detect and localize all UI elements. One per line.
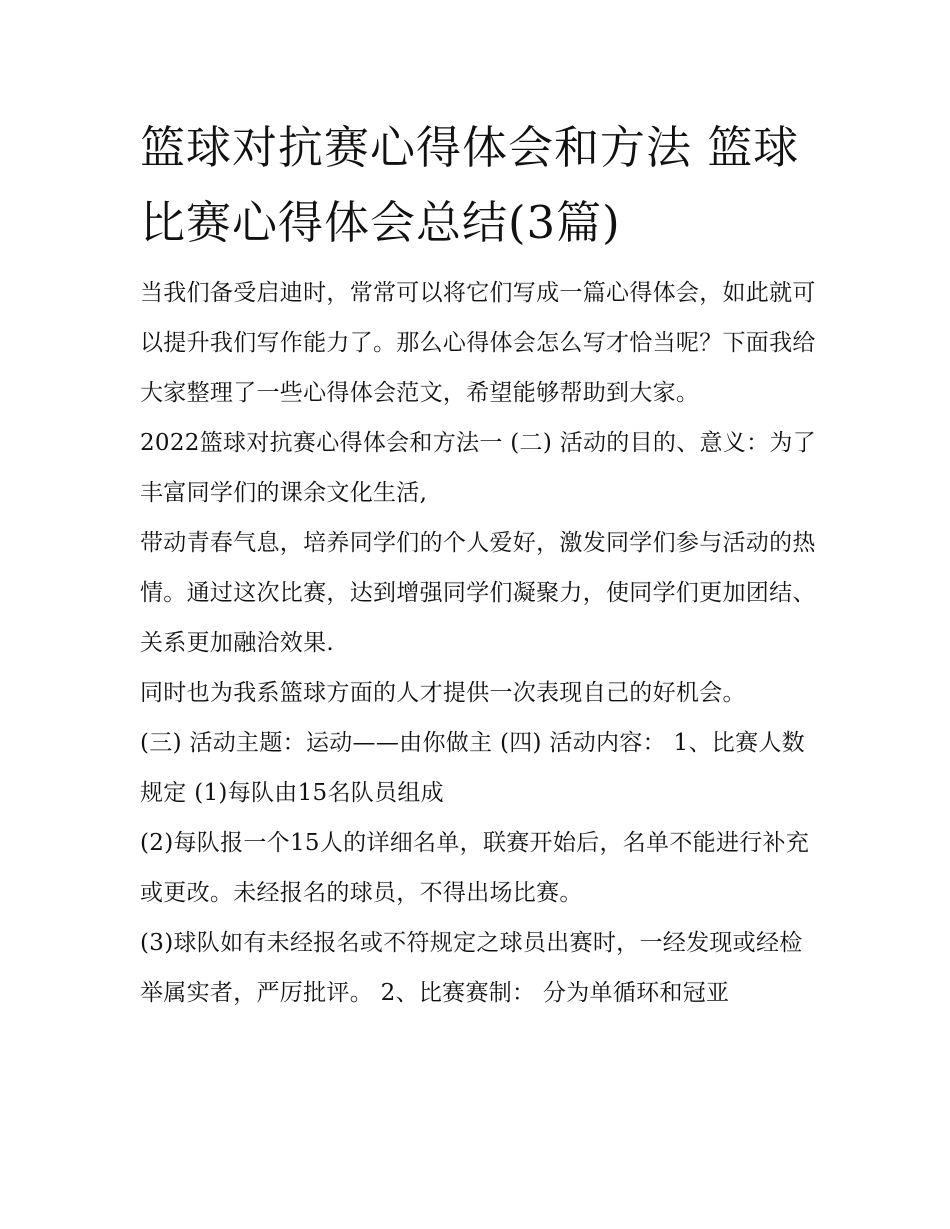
paragraph-rules: (3)球队如有未经报名或不符规定之球员出赛时，一经发现或经检举属实者，严厉批评。 2、比赛赛制： 分为单循环和冠亚 <box>140 930 803 1006</box>
document-title: 篮球对抗赛心得体会和方法 篮球比赛心得体会总结(3篇) <box>140 121 800 249</box>
document-page <box>140 110 820 1018</box>
paragraph-purpose: 2022篮球对抗赛心得体会和方法一 (二) 活动的目的、意义：为了丰富同学们的课余文化生活, <box>140 430 817 506</box>
paragraph-opportunity: 同时也为我系篮球方面的人才提供一次表现自己的好机会。 <box>140 680 746 706</box>
paragraph-intro: 当我们备受启迪时，常常可以将它们写成一篇心得体会，如此就可以提升我们写作能力了。那么心得体会怎么写才恰当呢？下面我给大家整理了一些心得体会范文，希望能够帮助到大家。 <box>140 280 816 406</box>
paragraph-roster: (2)每队报一个15人的详细名单，联赛开始后，名单不能进行补充或更改。未经报名的球员，不得出场比赛。 <box>140 830 810 906</box>
paragraph-atmosphere: 带动青春气息，培养同学们的个人爱好，激发同学们参与活动的热情。通过这次比赛，达到增强同学们凝聚力，使同学们更加团结、关系更加融洽效果. <box>140 530 816 656</box>
paragraph-theme: (三) 活动主题：运动——由你做主 (四) 活动内容： 1、比赛人数规定 (1)每队由15名队员组成 <box>140 730 805 806</box>
